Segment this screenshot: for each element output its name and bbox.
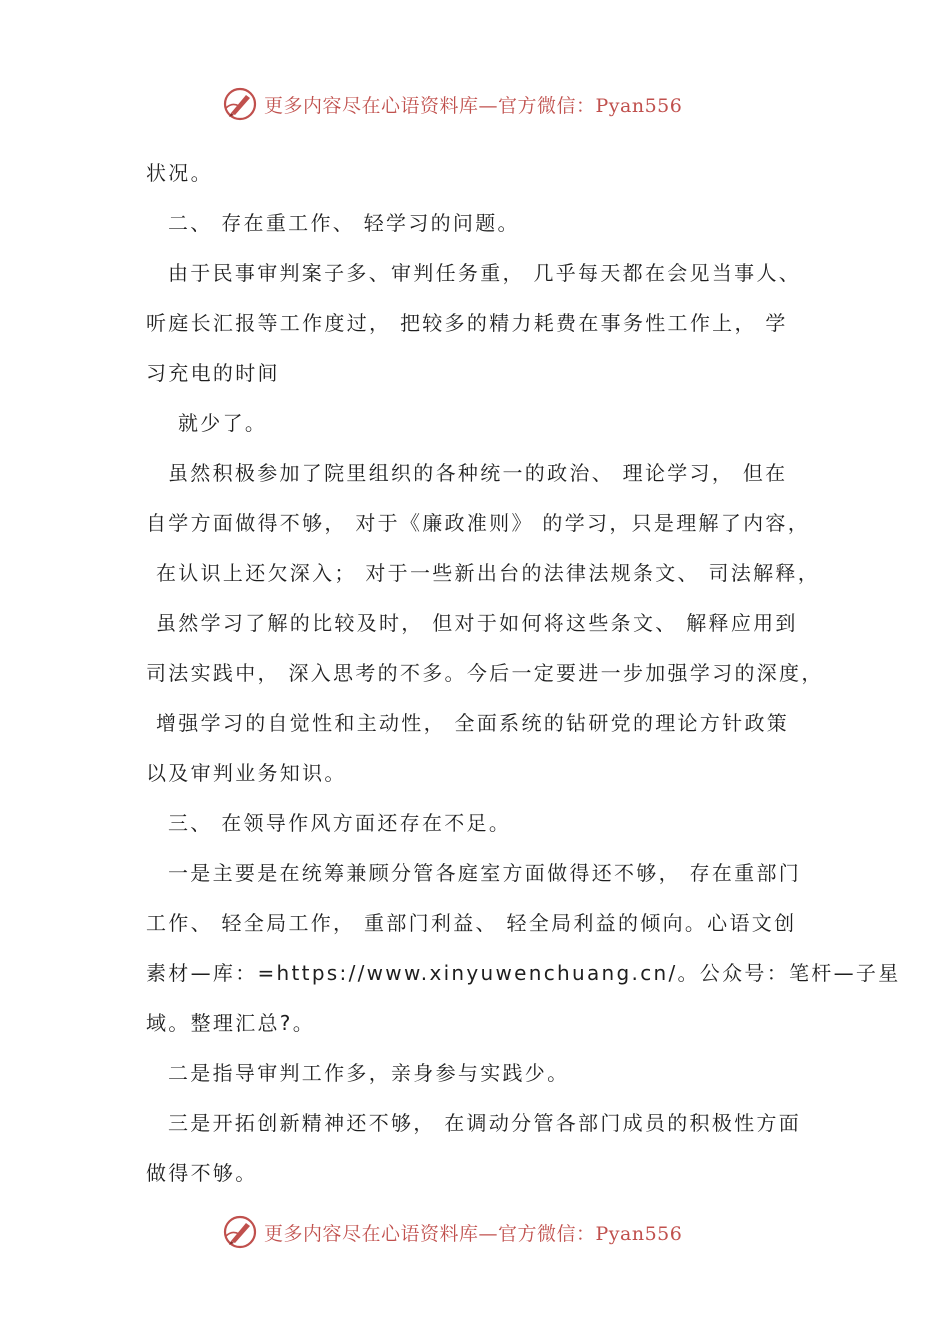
pen-logo-icon — [222, 86, 258, 122]
body-line: 素材—库：=https://www.xinyuwenchuang.cn/。公众号：笔杆—子星 — [146, 961, 901, 985]
body-line: 二是指导审判工作多，亲身参与实践少。 — [168, 1061, 570, 1085]
body-line: 自学方面做得不够， 对于《廉政准则》 的学习，只是理解了内容， — [146, 511, 811, 535]
body-line: 司法实践中， 深入思考的不多。今后一定要进一步加强学习的深度， — [146, 661, 824, 685]
footer-watermark-text: 更多内容尽在心语资料库—官方微信：Pyan556 — [264, 1222, 683, 1245]
footer-watermark — [0, 1212, 950, 1252]
section-heading-3: 三、 在领导作风方面还存在不足。 — [168, 811, 512, 835]
body-line: 做得不够。 — [146, 1161, 258, 1185]
body-line: 就少了。 — [178, 411, 268, 435]
pen-logo-icon — [222, 1214, 258, 1250]
header-watermark — [0, 84, 950, 124]
section-heading-2: 二、 存在重工作、 轻学习的问题。 — [168, 211, 520, 235]
body-line: 工作、 轻全局工作， 重部门利益、 轻全局利益的倾向。心语文创 — [146, 911, 797, 935]
body-line: 在认识上还欠深入； 对于一些新出台的法律法规条文、 司法解释， — [156, 561, 821, 585]
body-line: 域。整理汇总?。 — [146, 1011, 316, 1035]
body-line: 听庭长汇报等工作度过， 把较多的精力耗费在事务性工作上， 学 — [146, 311, 788, 335]
document-body — [146, 148, 901, 1198]
body-line: 虽然积极参加了院里组织的各种统一的政治、 理论学习， 但在 — [168, 461, 788, 485]
body-line: 以及审判业务知识。 — [146, 761, 347, 785]
header-watermark-text: 更多内容尽在心语资料库—官方微信：Pyan556 — [264, 94, 683, 117]
body-line: 三是开拓创新精神还不够， 在调动分管各部门成员的积极性方面 — [168, 1111, 802, 1135]
body-line: 习充电的时间 — [146, 361, 280, 385]
body-line: 由于民事审判案子多、审判任务重， 几乎每天都在会见当事人、 — [168, 261, 802, 285]
body-line: 状况。 — [146, 161, 213, 185]
body-line: 一是主要是在统筹兼顾分管各庭室方面做得还不够， 存在重部门 — [168, 861, 802, 885]
body-line: 虽然学习了解的比较及时， 但对于如何将这些条文、 解释应用到 — [156, 611, 798, 635]
body-line: 增强学习的自觉性和主动性， 全面系统的钻研党的理论方针政策 — [156, 711, 790, 735]
